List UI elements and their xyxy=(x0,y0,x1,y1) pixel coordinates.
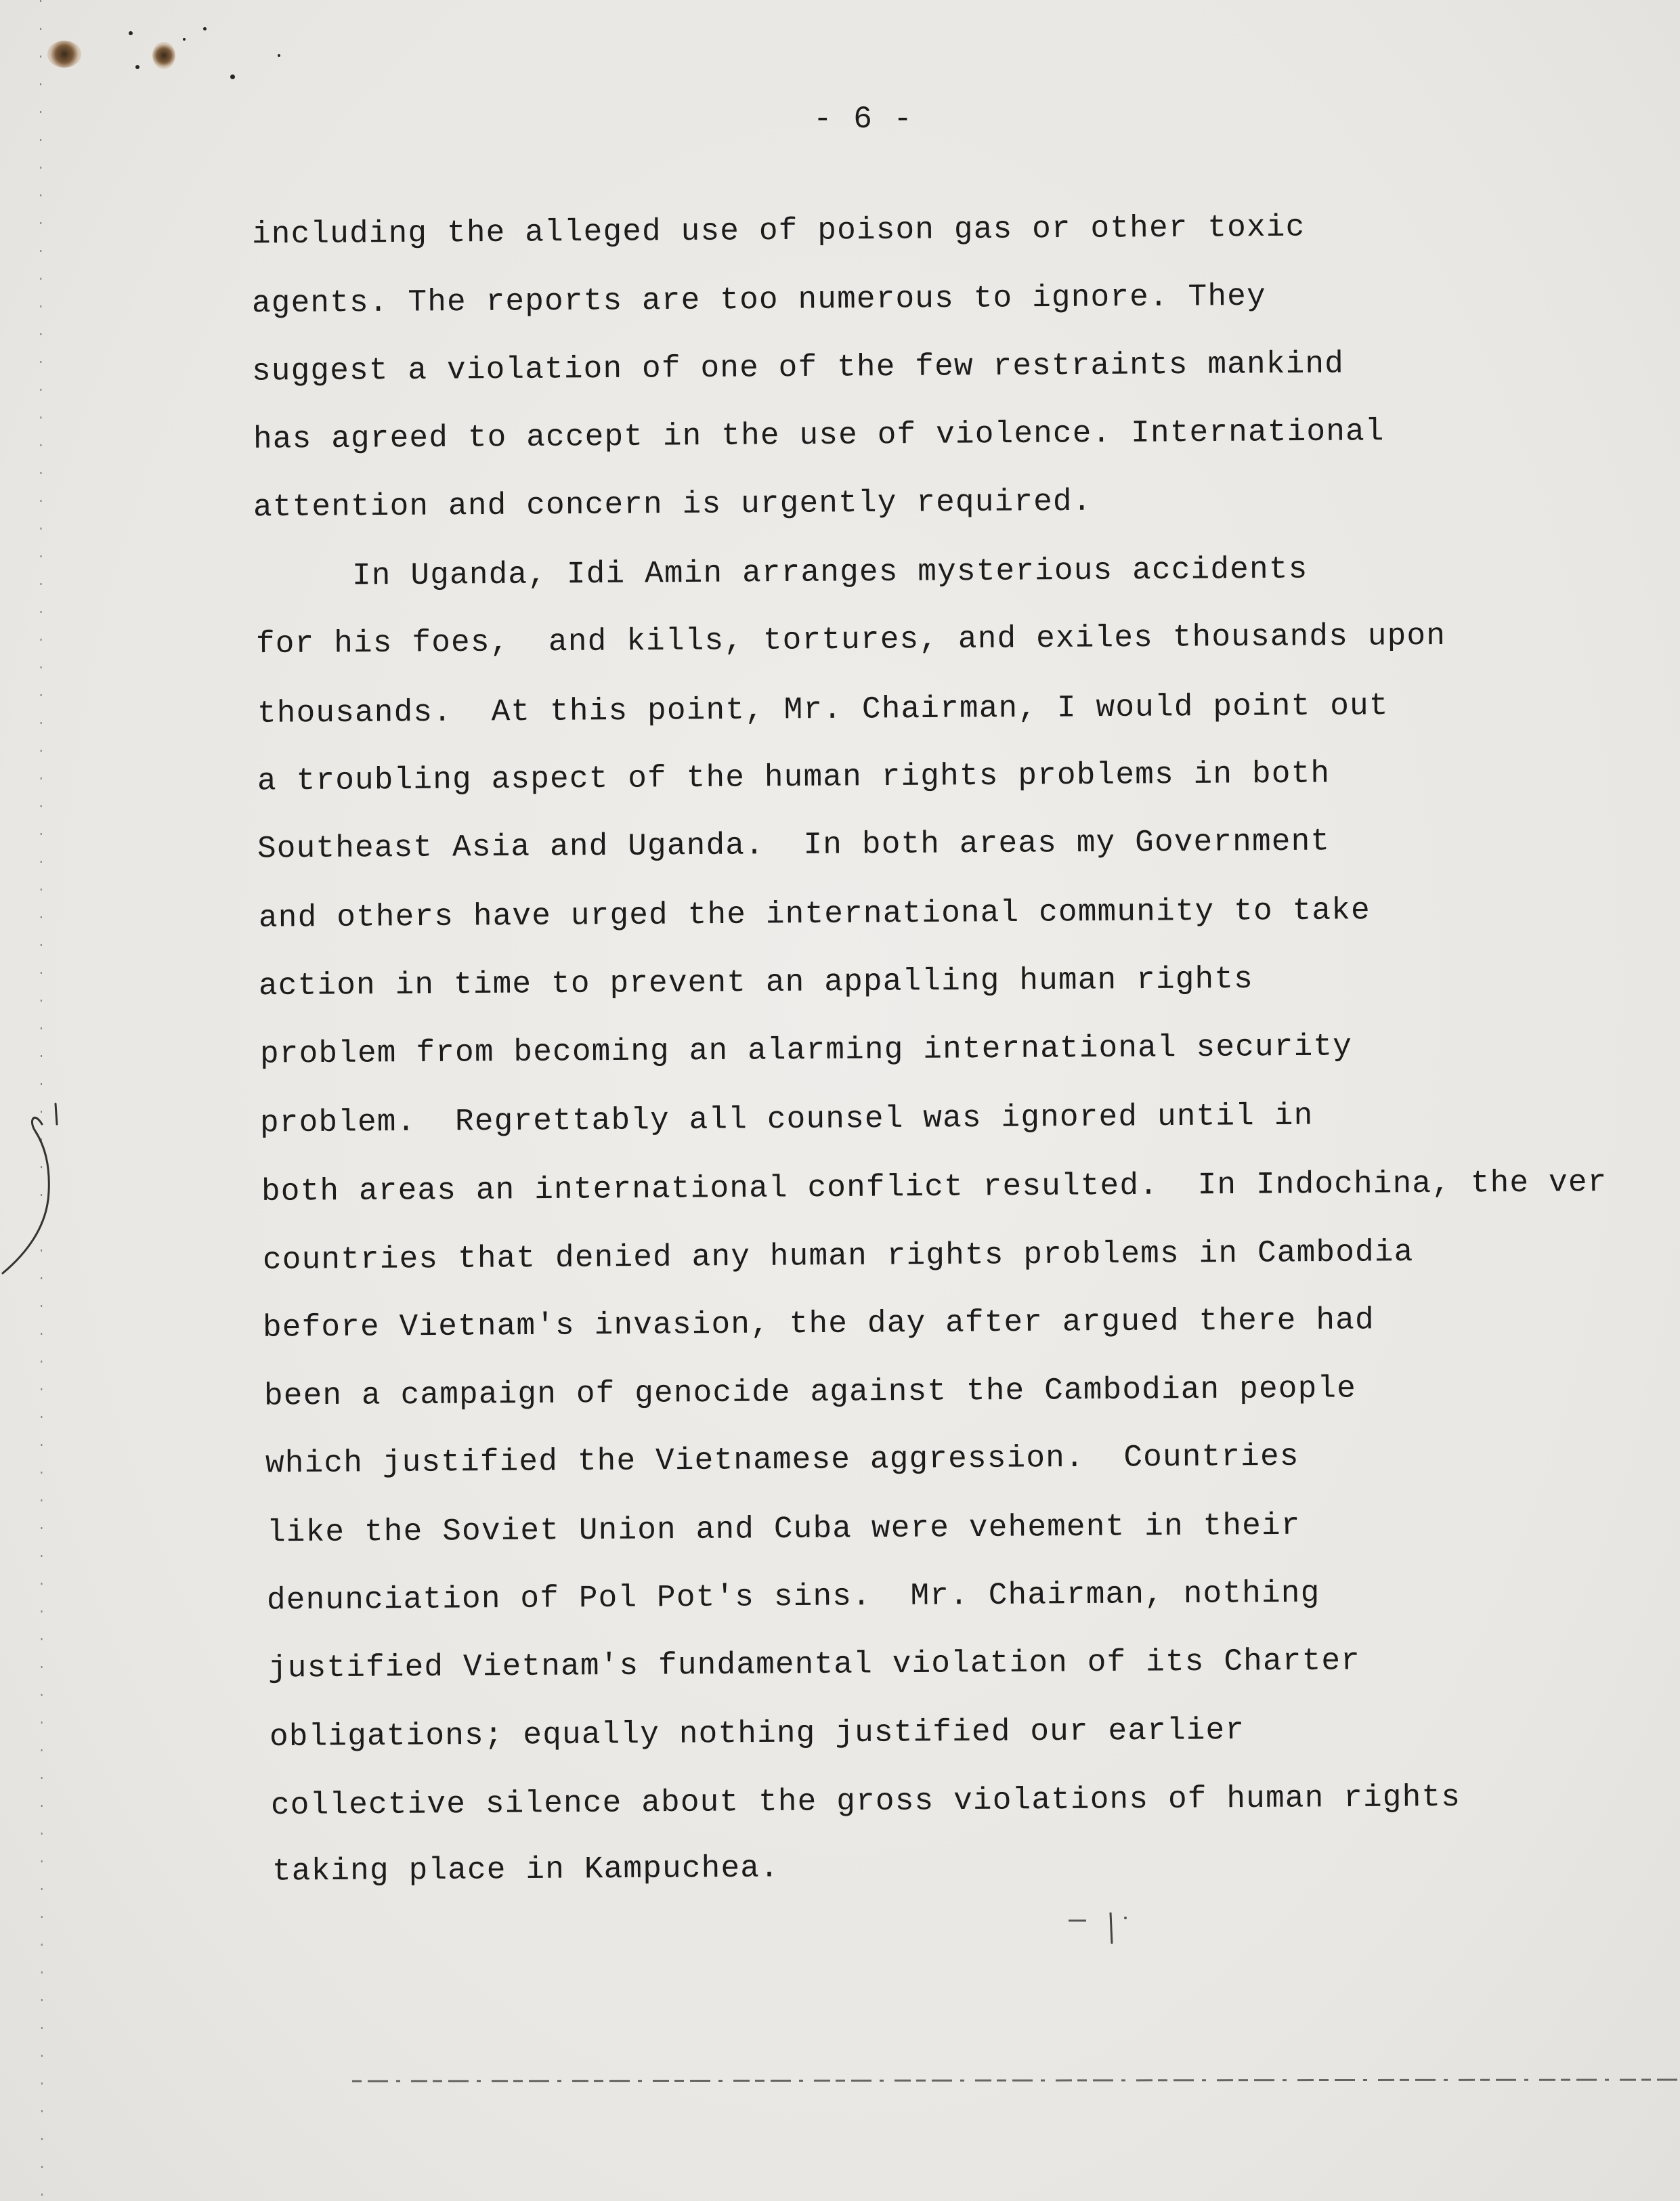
text-line: including the alleged use of poison gas or other toxic xyxy=(251,209,1306,253)
text-line: before Vietnam's invasion, the day after argued there had xyxy=(262,1302,1375,1346)
text-line: collective silence about the gross violations of human rights xyxy=(270,1779,1461,1824)
text-line: In Uganda, Idi Amin arranges mysterious accidents xyxy=(254,551,1308,595)
stain-mark xyxy=(152,42,175,69)
speck-mark xyxy=(203,27,207,30)
text-line: like the Soviet Union and Cuba were vehement in their xyxy=(266,1508,1301,1551)
text-line: denunciation of Pol Pot's sins. Mr. Chairman, nothing xyxy=(266,1575,1320,1619)
text-line: problem from becoming an alarming international security xyxy=(259,1029,1353,1072)
speck-mark xyxy=(183,38,186,41)
speck-mark xyxy=(129,31,133,35)
text-line: suggest a violation of one of the few restraints mankind xyxy=(251,346,1345,389)
text-line: been a campaign of genocide against the Cambodian people xyxy=(263,1371,1357,1414)
text-line: obligations; equally nothing justified our earlier xyxy=(269,1712,1245,1755)
speck-mark xyxy=(278,54,280,57)
text-line: thousands. At this point, Mr. Chairman, I would point out xyxy=(257,688,1389,731)
text-line: for his foes, and kills, tortures, and exiles thousands upon xyxy=(255,618,1446,662)
text-line: a troubling aspect of the human rights problems in both xyxy=(257,756,1331,799)
text-line: problem. Regrettably all counsel was ignored until in xyxy=(259,1098,1314,1141)
text-line: countries that denied any human rights problems in Cambodia xyxy=(262,1235,1414,1278)
text-line: and others have urged the international community to take xyxy=(258,893,1371,936)
text-line: both areas an international conflict resulted. In Indochina, the ver xyxy=(261,1165,1608,1210)
text-line: attention and concern is urgently required. xyxy=(253,484,1092,526)
stray-mark xyxy=(1063,1910,1144,1971)
text-line: which justified the Vietnamese aggression. Countries xyxy=(265,1438,1299,1482)
text-line: Southeast Asia and Uganda. In both areas my Government xyxy=(257,824,1331,867)
text-line: agents. The reports are too numerous to ignore. They xyxy=(251,278,1267,322)
text-line: taking place in Kampuchea. xyxy=(272,1850,780,1889)
page-number: - 6 - xyxy=(813,102,914,137)
text-line: action in time to prevent an appalling human rights xyxy=(258,961,1254,1004)
bottom-dash-line xyxy=(352,2078,1680,2085)
speck-mark xyxy=(135,65,139,69)
text-line: justified Vietnam's fundamental violation of its Charter xyxy=(267,1643,1361,1686)
speck-mark xyxy=(230,74,235,79)
text-line: has agreed to accept in the use of violence. International xyxy=(253,414,1385,457)
margin-pen-mark xyxy=(0,1084,81,1287)
